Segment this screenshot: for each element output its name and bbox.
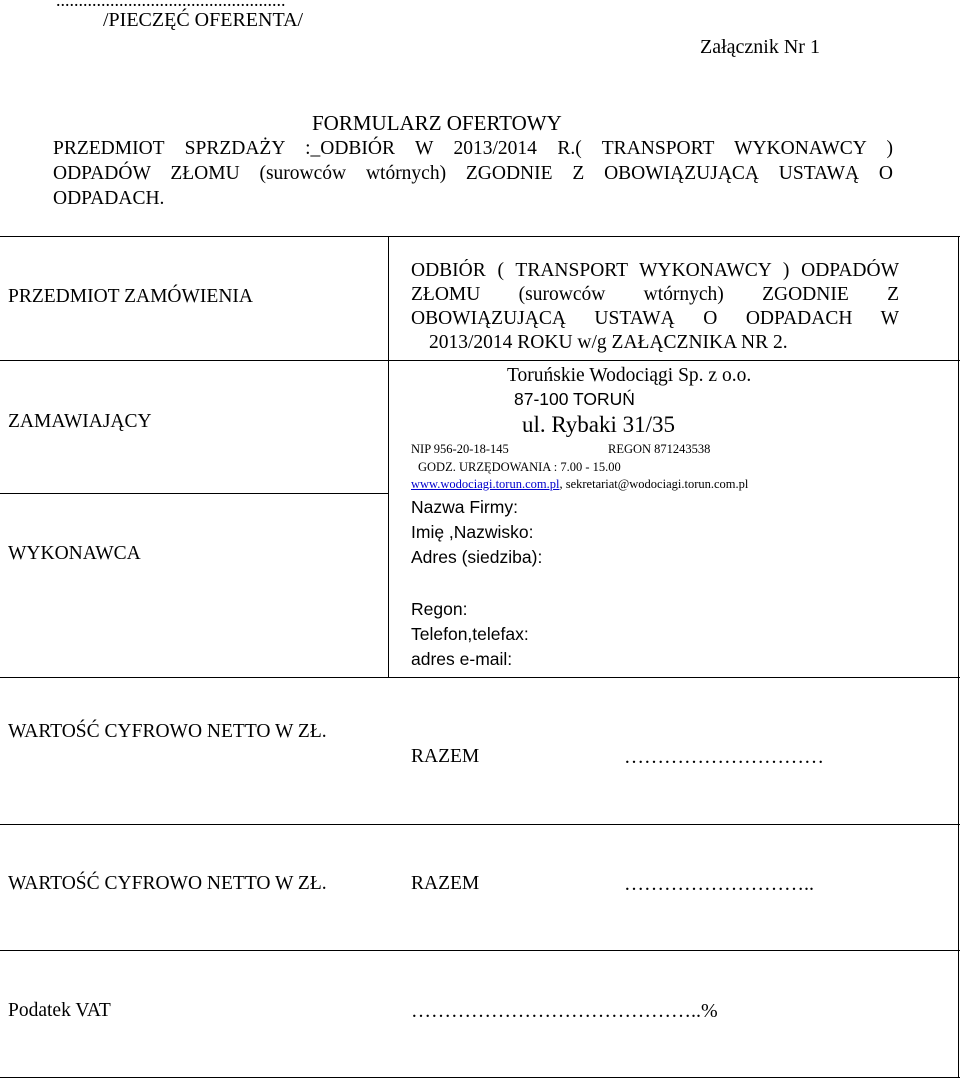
orderer-hours: GODZ. URZĘDOWANIA : 7.00 - 15.00 (418, 460, 621, 474)
row-divider (0, 677, 960, 678)
form-title: FORMULARZ OFERTOWY (312, 111, 562, 135)
orderer-contact (411, 477, 748, 492)
form-subject-line: PRZEDMIOT SPRZDAŻY :_ODBIÓR W 2013/2014 R.( TRANSPORT WYKONAWCY ) (53, 138, 893, 159)
order-subject-line: OBOWIĄZUJĄCĄ USTAWĄ O ODPADACH W (411, 308, 899, 329)
row-divider (0, 360, 960, 361)
order-subject-line: ZŁOMU (surowców wtórnych) ZGODNIE Z (411, 284, 899, 305)
row-divider (0, 824, 960, 825)
net-value-total-label: RAZEM (411, 873, 480, 894)
contractor-regon-field: Regon: (411, 599, 468, 619)
orderer-regon: REGON 871243538 (608, 442, 711, 456)
row-divider (0, 950, 960, 951)
row-divider (0, 493, 388, 494)
annex-label: Załącznik Nr 1 (700, 36, 820, 58)
orderer-website-link[interactable]: www.wodociagi.torun.com.pl (411, 477, 560, 491)
vat-rate-blank[interactable]: ……………………………………..% (411, 1000, 718, 1022)
form-subject-line: ODPADÓW ZŁOMU (surowców wtórnych) ZGODNIE Z OBOWIĄZUJĄCĄ USTAWĄ O (53, 163, 893, 184)
orderer-nip: NIP 956-20-18-145 (411, 442, 509, 456)
net-value-total-blank[interactable]: ……………………….. (624, 873, 814, 895)
net-value-total-blank[interactable]: ………………………… (624, 746, 824, 768)
order-subject-line: ODBIÓR ( TRANSPORT WYKONAWCY ) ODPADÓW (411, 260, 899, 281)
net-value-label: WARTOŚĆ CYFROWO NETTO W ZŁ. (8, 873, 327, 894)
table-border-top (0, 236, 960, 237)
orderer-company: Toruńskie Wodociągi Sp. z o.o. (507, 365, 752, 386)
table-border-bottom (0, 1077, 960, 1078)
table-border-right (958, 236, 959, 1077)
form-subject (53, 136, 893, 211)
contractor-label: WYKONAWCA (8, 543, 141, 564)
net-value-total-label: RAZEM (411, 746, 480, 767)
contractor-company-field: Nazwa Firmy: (411, 497, 518, 517)
order-subject-line: 2013/2014 ROKU w/g ZAŁĄCZNIKA NR 2. (429, 332, 788, 353)
stamp-label: /PIECZĘĆ OFERENTA/ (103, 9, 304, 31)
column-divider (388, 236, 389, 677)
order-subject-text (411, 259, 899, 355)
net-value-label: WARTOŚĆ CYFROWO NETTO W ZŁ. (8, 721, 327, 742)
contractor-address-field: Adres (siedziba): (411, 547, 543, 567)
orderer-label: ZAMAWIAJĄCY (8, 411, 152, 432)
form-subject-line: ODPADACH. (53, 188, 165, 209)
orderer-email: , sekretariat@wodociagi.torun.com.pl (559, 477, 749, 491)
order-subject-label: PRZEDMIOT ZAMÓWIENIA (8, 286, 253, 307)
stamp-placeholder-dots: ................................................... (56, 0, 286, 10)
orderer-street: ul. Rybaki 31/35 (522, 412, 676, 437)
contractor-email-field: adres e-mail: (411, 649, 513, 669)
contractor-phone-field: Telefon,telefax: (411, 624, 529, 644)
orderer-postal: 87-100 TORUŃ (514, 389, 635, 409)
vat-label: Podatek VAT (8, 1000, 111, 1021)
contractor-name-field: Imię ,Nazwisko: (411, 522, 534, 542)
